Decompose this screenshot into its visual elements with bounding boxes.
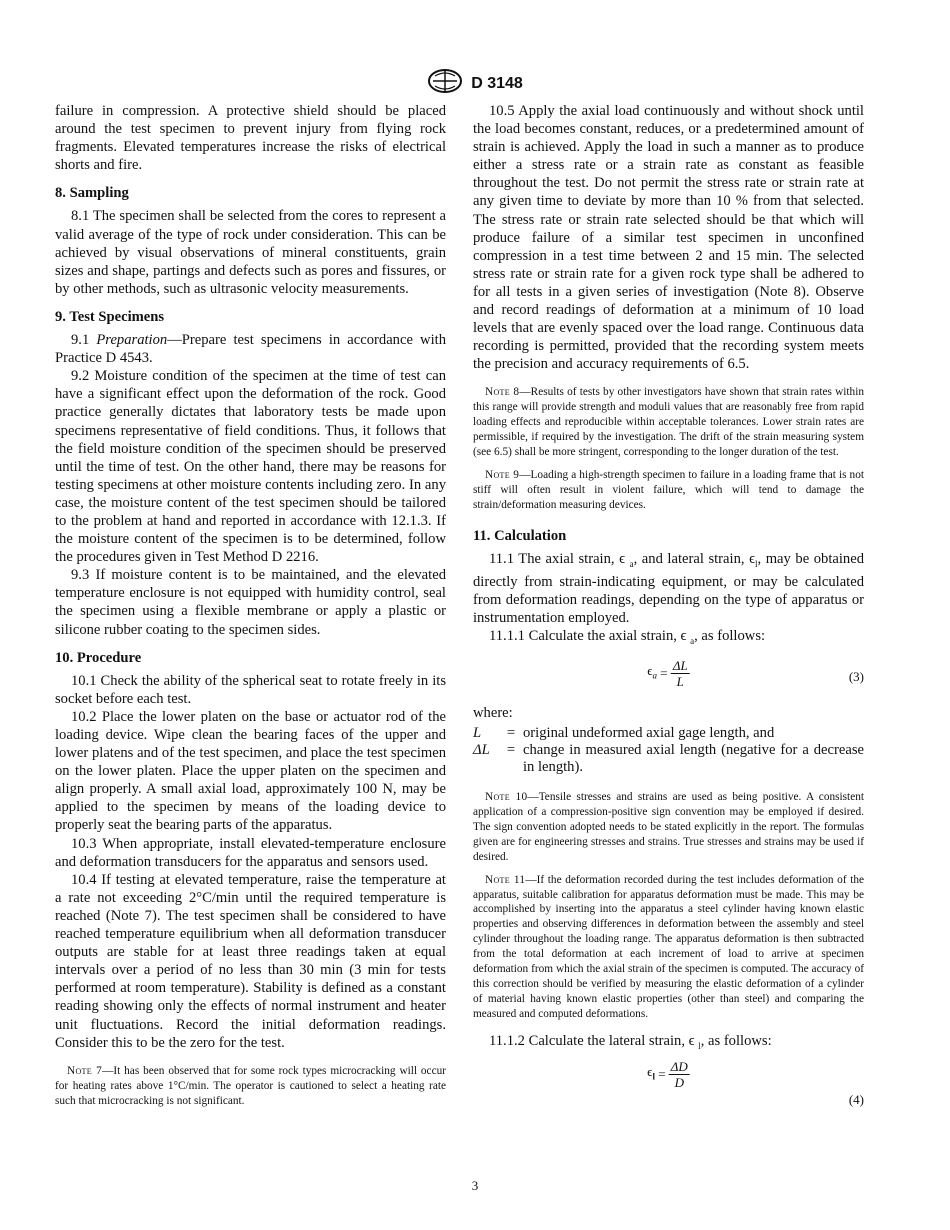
- section-heading-sampling: 8. Sampling: [55, 185, 129, 202]
- where-table: [473, 725, 864, 776]
- equation-3-lhs: [647, 663, 658, 681]
- left-column: [55, 102, 446, 1108]
- epsilon-symbol: ϵ: [647, 663, 653, 679]
- paragraph-11-1-2-part: , as follows:: [700, 1032, 772, 1049]
- paragraph-11-1-2: [473, 1032, 864, 1055]
- equation-4-fraction: [669, 1059, 690, 1090]
- paragraph-9-3: 9.3 If moisture content is to be maintained, and the elevated temperature enclosure is not equipped with humidity control, seal the specimen using a flexible membrane or apply a plastic or silicone rubber coating to the specimen sides.: [55, 567, 446, 638]
- equation-4-number: (4): [848, 1091, 864, 1107]
- note-11-label: Note 11: [485, 873, 526, 886]
- equals-sign: =: [654, 1066, 669, 1082]
- equation-4: [473, 1059, 864, 1107]
- paragraph-11-1-part: , may be obtained directly from strain-indicating equipment, or may be calculated from deformation readings, depending on the type of apparatus or instrumentation employed.: [473, 550, 864, 626]
- equation-4-numerator: ΔD: [670, 1058, 688, 1074]
- equation-3-numerator: ΔL: [672, 658, 688, 674]
- paragraph-10-1: 10.1 Check the ability of the spherical seat to rotate freely in its socket before each test.: [55, 672, 446, 707]
- note-7-label: Note 7: [67, 1064, 103, 1077]
- section-heading-test-specimens: 9. Test Specimens: [55, 308, 165, 325]
- epsilon-symbol: ϵ: [647, 1063, 653, 1079]
- right-column: [473, 102, 864, 1115]
- page-number: 3: [471, 1178, 479, 1193]
- page-header: [0, 68, 950, 99]
- equation-4-sub: l: [652, 1071, 655, 1082]
- equals-sign: =: [657, 665, 671, 681]
- paragraph-11-1-1: [473, 627, 864, 650]
- equation-4-body: [647, 1059, 690, 1090]
- where-label: where:: [473, 705, 513, 722]
- paragraph-11-1-1-part: 11.1.1 Calculate the axial strain, ϵ: [489, 628, 691, 645]
- where-equals: =: [506, 742, 516, 759]
- section-heading-procedure: 10. Procedure: [55, 649, 142, 666]
- note-9: [473, 468, 864, 513]
- paragraph-11-1-part: 11.1 The axial strain, ϵ: [489, 550, 630, 567]
- astm-logo-icon: [427, 68, 463, 99]
- equation-4-denominator: D: [674, 1074, 684, 1090]
- subscript-a: a: [629, 558, 634, 569]
- note-9-label: Note 9: [485, 468, 520, 481]
- paragraph-8-1: 8.1 The specimen shall be selected from the cores to represent a valid average of the type of rock under consideration. This can be achieved by visual observations of mineral constituents, grain sizes and shape, partings and defects such as pores and fissures, or by other methods, such as ultrasonic velocity measurements.: [55, 208, 446, 297]
- paragraph-11-1-2-part: 11.1.2 Calculate the lateral strain, ϵ: [489, 1032, 699, 1049]
- note-8-text: —Results of tests by other investigators have shown that strain rates within this range will provide strength and moduli values that are reasonably free from rapid loading effects and reproducible within acceptable tolerances. Lower strain rates are permissible, if required by the investigation. The drift of the strain measuring system (see 6.5) shall be more stringent, corresponding to the longer duration of the test.: [473, 386, 864, 459]
- paragraph-9-1-title: Preparation: [96, 332, 168, 349]
- paragraph-10-3: 10.3 When appropriate, install elevated-temperature enclosure and deformation transducers for the apparatus and sensors used.: [55, 835, 446, 870]
- subscript-l: l: [754, 558, 758, 569]
- note-8: [473, 385, 864, 460]
- note-9-text: —Loading a high-strength specimen to failure in a loading frame that is not stiff will often result in violent failure, which will tend to damage the strain/deformation measuring devices.: [473, 468, 864, 511]
- paragraph-11-1: [473, 550, 864, 627]
- where-equals: =: [506, 725, 516, 742]
- note-11-text: —If the deformation recorded during the test includes deformation of the apparatus, suitable calibration for apparatus deformation must be made. This may be accomplished by inserting into the apparatus a steel cylinder having known elastic properties and observing differences in deformation between the assembly and steel cylinder throughout the loading range. The apparatus deformation is then subtracted from the total deformation at each increment of load to arrive at specimen deformation from which the axial strain of the specimen is computed. The accuracy of this correction should be verified by measuring the elastic deformation of a cylinder of material having known elastic properties (other than steel) and comparing the measured and computed deformations.: [473, 873, 865, 1020]
- note-11: [473, 873, 864, 1022]
- equation-3-denominator: L: [676, 674, 684, 690]
- paragraph-11-1-1-part: , as follows:: [694, 628, 766, 645]
- where-symbol: ΔL: [473, 742, 490, 759]
- note-10-label: Note 10: [485, 791, 528, 804]
- equation-3-sub: a: [652, 670, 658, 681]
- paragraph-continued: failure in compression. A protective shield should be placed around the test specimen to prevent injury from flying rock fragments. Elevated temperatures increase the risks of electrical shorts and fire.: [55, 103, 446, 174]
- equation-3-body: [647, 658, 689, 689]
- where-row: [473, 742, 864, 776]
- note-7-text: —It has been observed that for some rock types microcracking will occur for heating rates above 1°C/min. The operator is cautioned to select a heating rate such that microcracking is not significant.: [55, 1064, 446, 1107]
- note-7: [55, 1064, 446, 1109]
- equation-3-fraction: [671, 658, 690, 689]
- where-definition: original undeformed axial gage length, and: [523, 725, 775, 742]
- paragraph-9-1-num: 9.1: [71, 332, 97, 349]
- note-10: [473, 790, 864, 865]
- equation-3-number: (3): [848, 669, 864, 685]
- paragraph-9-1-text: —Prepare test specimens in accordance with Practice D 4543.: [55, 332, 447, 367]
- where-definition: change in measured axial length (negative for a decrease in length).: [523, 742, 864, 776]
- paragraph-9-1: [55, 331, 446, 367]
- where-symbol: L: [473, 725, 482, 742]
- equation-3: [473, 658, 864, 696]
- designation: D 3148: [471, 74, 523, 92]
- note-10-text: —Tensile stresses and strains are used as being positive. A consistent application of a compression-positive sign convention may be employed if desired. The sign convention adopted needs to be stated explicitly in the report. The formulas given are for engineering stresses and strains. True stresses and strains may be used if desired.: [473, 791, 864, 863]
- paragraph-9-2: 9.2 Moisture condition of the specimen at the time of test can have a significant effect upon the deformation of the rock. Good practice generally dictates that laboratory tests be made upon specimens representative of field conditions. Thus, it follows that the field moisture condition of the specimen should be preserved until the time of test. On the other hand, there may be reasons for testing specimens at other moisture contents including zero. In any case, the moisture content of the test specimen should be tailored to the problem at hand and reported in accordance with 12.1.3. If the moisture content of the specimen is to be determined, follow the procedures given in Test Method D 2216.: [55, 368, 446, 566]
- note-8-label: Note 8: [485, 386, 520, 399]
- where-row: [473, 725, 864, 742]
- subscript-l: l: [698, 1040, 701, 1051]
- paragraph-11-1-part: , and lateral strain, ϵ: [633, 550, 755, 567]
- equation-4-lhs: [647, 1063, 655, 1082]
- subscript-a: a: [690, 635, 695, 646]
- section-heading-calculation: 11. Calculation: [473, 527, 567, 544]
- paragraph-10-2: 10.2 Place the lower platen on the base or actuator rod of the loading device. Wipe clean the bearing faces of the upper and lower platens and of the test specimen, and place the test specimen on the lower platen. Place the upper platen on the specimen and align properly. A small axial load, approximately 100 N, may be applied to the specimen by means of the loading device to properly seat the bearing parts of the apparatus.: [55, 708, 446, 834]
- paragraph-10-4: 10.4 If testing at elevated temperature, raise the temperature at a rate not exceeding 2°C/min until the required temperature is reached (Note 7). The test specimen shall be considered to have reached temperature equilibrium when all deformation transducer outputs are stable for at least three readings taken at equal intervals over a period of no less than 30 min (3 min for tests performed at room temperature). Stability is defined as a constant reading showing only the effects of normal instrument and heater unit fluctuations. Record the initial deformation readings. Consider this to be the zero for the test.: [55, 871, 446, 1051]
- paragraph-10-5: 10.5 Apply the axial load continuously and without shock until the load becomes constant, reduces, or a predetermined amount of strain is achieved. Apply the load in such a manner as to produce either a stress rate or a strain rate as constant as feasible throughout the test. Do not permit the stress rate or strain rate at any given time to deviate by more than 10 % from that selected. The stress rate or strain rate selected should be that which will produce failure of a similar test specimen in unconfined compression in a test time between 2 and 15 min. The selected stress rate or strain rate for a given rock type shall be adhered to for all tests in a given series of investigation (Note 8). Observe and record readings of deformation at a minimum of 10 load levels that are evenly spaced over the load range. Continuous data recording is permitted, provided that the recording system meets the precision and accuracy requirements of 6.5.: [473, 103, 864, 373]
